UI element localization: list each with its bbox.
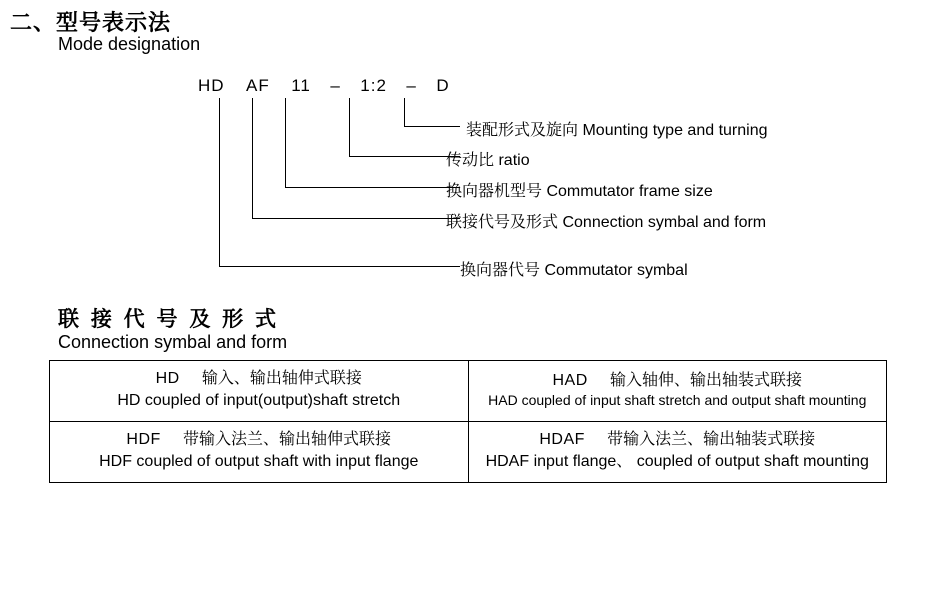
callout-frame-size-en: Commutator frame size — [546, 183, 713, 200]
leader-line-horizontal-mounting — [404, 126, 460, 127]
model-code-dash-2: – — [406, 76, 417, 95]
table-row — [50, 422, 887, 483]
leader-line-vertical-mounting — [404, 98, 405, 126]
callout-mounting-type-cn: 装配形式及旋向 — [466, 122, 579, 139]
leader-line-vertical-connection — [252, 98, 253, 218]
leader-line-horizontal-commutator — [219, 266, 460, 267]
model-code-part-hd: HD — [198, 76, 225, 95]
callout-mounting-type — [466, 117, 767, 140]
cell-en-had: HAD coupled of input shaft stretch and output shaft mounting — [488, 392, 867, 409]
table-cell-hdf — [50, 422, 469, 483]
callout-commutator-symbol — [460, 257, 688, 280]
model-code-part-frame: 11 — [291, 76, 311, 95]
model-code-part-mounting: D — [436, 76, 450, 95]
cell-cn-hdf: 带输入法兰、输出轴伸式联接 — [183, 431, 392, 449]
callout-connection-symbol-en: Connection symbal and form — [562, 214, 767, 231]
callout-frame-size — [446, 178, 713, 201]
cell-code-hdaf: HDAF — [539, 431, 585, 449]
cell-en-hdaf: HDAF input flange、 coupled of output shaft mounting — [485, 453, 869, 470]
subsection-title-chinese: 联 接 代 号 及 形 式 — [58, 308, 280, 331]
callout-frame-size-cn: 换向器机型号 — [446, 183, 543, 200]
leader-line-horizontal-connection — [252, 218, 460, 219]
callout-ratio-en: ratio — [498, 152, 530, 169]
callout-ratio-cn: 传动比 — [446, 152, 495, 169]
cell-code-hd: HD — [155, 370, 180, 388]
leader-line-vertical-frame-size — [285, 98, 286, 187]
callout-connection-symbol-cn: 联接代号及形式 — [446, 214, 559, 231]
model-code-part-af: AF — [246, 76, 270, 95]
callout-ratio — [446, 147, 530, 170]
leader-line-horizontal-ratio — [349, 156, 460, 157]
cell-cn-hd: 输入、输出轴伸式联接 — [201, 370, 362, 388]
cell-code-had: HAD — [552, 371, 588, 389]
section-title-chinese: 二、型号表示法 — [10, 10, 172, 35]
table-cell-had — [468, 361, 887, 422]
cell-en-hdf: HDF coupled of output shaft with input flange — [99, 453, 419, 470]
cell-code-hdf: HDF — [126, 431, 161, 449]
callout-mounting-type-en: Mounting type and turning — [582, 122, 768, 139]
model-code — [198, 76, 450, 96]
callout-connection-symbol — [446, 209, 766, 232]
table-cell-hdaf — [468, 422, 887, 483]
leader-line-horizontal-frame-size — [285, 187, 460, 188]
connection-symbol-table — [49, 360, 887, 483]
cell-en-hd: HD coupled of input(output)shaft stretch — [117, 392, 401, 409]
leader-line-vertical-ratio — [349, 98, 350, 156]
callout-commutator-symbol-en: Commutator symbal — [544, 262, 688, 279]
cell-cn-hdaf: 带输入法兰、输出轴装式联接 — [607, 431, 816, 449]
subsection-title-english: Connection symbal and form — [58, 332, 288, 352]
model-code-part-ratio: 1:2 — [360, 76, 387, 95]
leader-line-vertical-commutator — [219, 98, 220, 266]
table-row — [50, 361, 887, 422]
callout-commutator-symbol-cn: 换向器代号 — [460, 262, 541, 279]
section-title-english: Mode designation — [58, 34, 201, 54]
table-cell-hd — [50, 361, 469, 422]
model-code-dash-1: – — [330, 76, 341, 95]
cell-cn-had: 输入轴伸、输出轴装式联接 — [610, 371, 803, 389]
